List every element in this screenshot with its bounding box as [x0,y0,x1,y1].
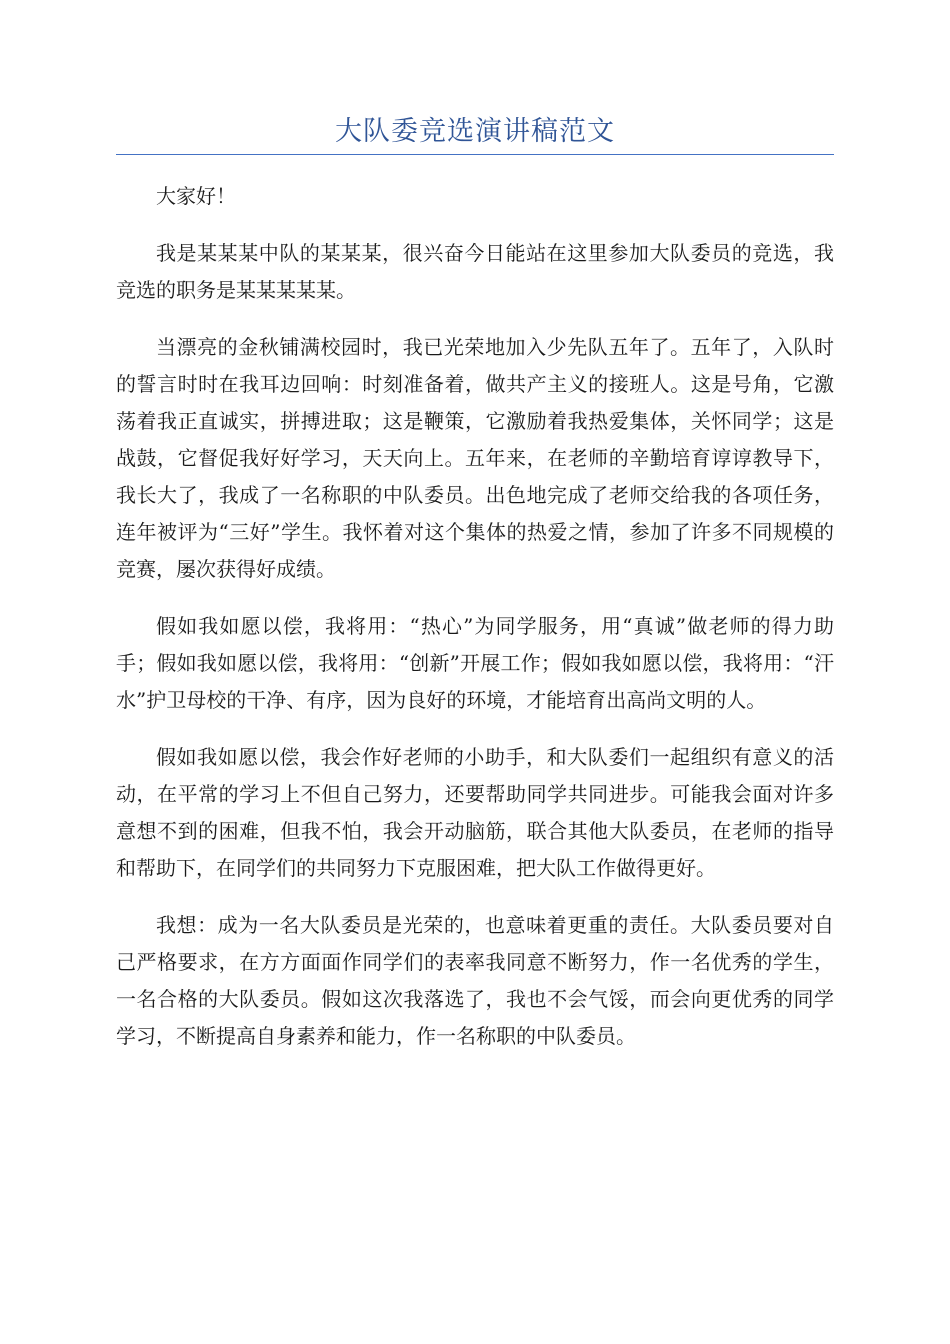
paragraph-pledges: 假如我如愿以偿，我将用：“热心”为同学服务，用“真诚”做老师的得力助手；假如我如愿以偿，我将用：“创新”开展工作；假如我如愿以偿，我将用：“汗水”护卫母校的干净、有序，因为良好的环境，才能培育出高尚文明的人。 [116,614,834,712]
paragraph-introduction: 我是某某某中队的某某某，很兴奋今日能站在这里参加大队委员的竞选，我竞选的职务是某某某某某。 [116,241,834,302]
paragraph-experience: 当漂亮的金秋铺满校园时，我已光荣地加入少先队五年了。五年了，入队时的誓言时时在我耳边回响：时刻准备着，做共产主义的接班人。这是号角，它激荡着我正直诚实，拼搏进取；这是鞭策，它激励着我热爱集体，关怀同学；这是战鼓，它督促我好好学习，天天向上。五年来，在老师的辛勤培育谆谆教导下，我长大了，我成了一名称职的中队委员。出色地完成了老师交给我的各项任务，连年被评为“三好”学生。我怀着对这个集体的热爱之情，参加了许多不同规模的竞赛，屡次获得好成绩。 [116,335,834,581]
paragraph-greeting: 大家好！ [156,184,236,208]
paragraph-plans: 假如我如愿以偿，我会作好老师的小助手，和大队委们一起组织有意义的活动，在平常的学习上不但自己努力，还要帮助同学共同进步。可能我会面对许多意想不到的困难，但我不怕，我会开动脑筋，联合其他大队委员，在老师的指导和帮助下，在同学们的共同努力下克服困难，把大队工作做得更好。 [116,745,834,880]
document-body [116,178,834,1075]
document-title: 大队委竞选演讲稿范文 [335,116,615,147]
title-underline [116,154,834,155]
paragraph-conclusion: 我想：成为一名大队委员是光荣的，也意味着更重的责任。大队委员要对自己严格要求，在方方面面作同学们的表率我同意不断努力，作一名优秀的学生，一名合格的大队委员。假如这次我落选了，我也不会气馁，而会向更优秀的同学学习，不断提高自身素养和能力，作一名称职的中队委员。 [116,913,834,1048]
